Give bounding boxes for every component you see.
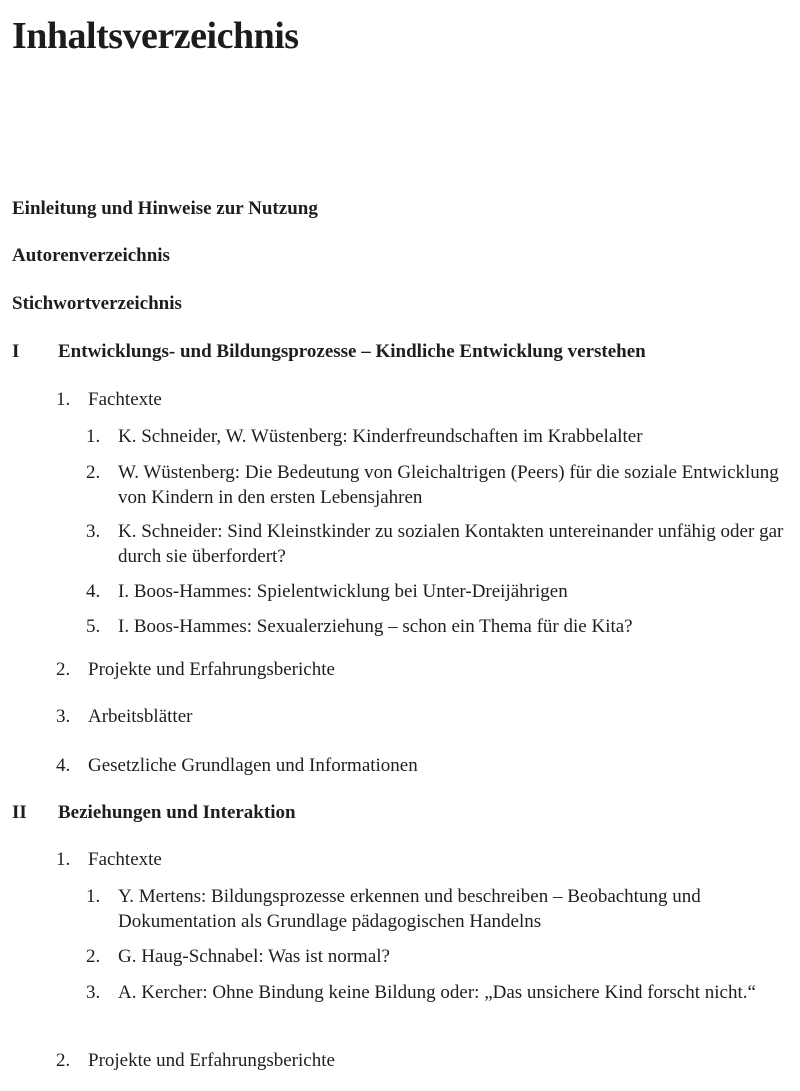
section-heading — [56, 706, 192, 728]
entry-text: W. Wüstenberg: Die Bedeutung von Gleichaltrigen (Peers) für die soziale Entwicklung von Kindern in den ersten Lebensjahren — [118, 462, 779, 508]
entry-number: 1. — [86, 886, 101, 907]
entry-text: Y. Mertens: Bildungsprozesse erkennen und beschreiben – Beobachtung und Dokumentation als Grundlage pädagogischen Handelns — [118, 886, 701, 932]
entry-number: 5. — [86, 616, 101, 637]
entry-text: I. Boos-Hammes: Spielentwicklung bei Unter-Dreijährigen — [118, 581, 568, 602]
section-number: 4. — [56, 755, 71, 776]
section-title: Fachtexte — [88, 389, 162, 410]
section-heading — [56, 659, 335, 681]
entry-number: 1. — [86, 426, 101, 447]
entry-text: I. Boos-Hammes: Sexualerziehung – schon ein Thema für die Kita? — [118, 616, 633, 637]
page-title: Inhaltsverzeichnis — [12, 15, 299, 57]
section-heading — [56, 389, 162, 411]
part-title: Entwicklungs- und Bildungsprozesse – Kindliche Entwicklung verstehen — [58, 341, 646, 362]
toc-entry — [86, 424, 786, 449]
front-matter-introduction: Einleitung und Hinweise zur Nutzung — [12, 198, 318, 219]
entry-text: K. Schneider: Sind Kleinstkinder zu sozialen Kontakten untereinander unfähig oder gar durch sie überfordert? — [118, 521, 784, 567]
entry-number: 3. — [86, 982, 101, 1003]
toc-entry — [86, 519, 786, 569]
entry-text: K. Schneider, W. Wüstenberg: Kinderfreundschaften im Krabbelalter — [118, 426, 643, 447]
section-number: 3. — [56, 706, 71, 727]
toc-entry — [86, 579, 786, 604]
entry-number: 4. — [86, 581, 101, 602]
front-matter-authors: Autorenverzeichnis — [12, 245, 170, 266]
toc-entry — [86, 884, 786, 934]
section-title: Gesetzliche Grundlagen und Informationen — [88, 755, 418, 776]
entry-number: 2. — [86, 462, 101, 483]
section-number: 2. — [56, 1050, 71, 1071]
section-title: Arbeitsblätter — [88, 706, 193, 727]
part-numeral: I — [12, 341, 20, 362]
section-number: 1. — [56, 849, 71, 870]
toc-entry — [86, 460, 786, 510]
section-number: 2. — [56, 659, 71, 680]
section-heading — [56, 1050, 335, 1072]
part-title: Beziehungen und Interaktion — [58, 802, 296, 823]
section-title: Projekte und Erfahrungsberichte — [88, 659, 335, 680]
entry-number: 2. — [86, 946, 101, 967]
section-title: Projekte und Erfahrungsberichte — [88, 1050, 335, 1071]
entry-text: A. Kercher: Ohne Bindung keine Bildung oder: „Das unsichere Kind forscht nicht.“ — [118, 982, 756, 1003]
section-heading — [56, 849, 162, 871]
part-numeral: II — [12, 802, 27, 823]
section-title: Fachtexte — [88, 849, 162, 870]
toc-entry — [86, 980, 786, 1005]
toc-entry — [86, 614, 786, 639]
entry-number: 3. — [86, 521, 101, 542]
toc-entry — [86, 944, 786, 969]
section-heading — [56, 755, 418, 777]
entry-text: G. Haug-Schnabel: Was ist normal? — [118, 946, 390, 967]
front-matter-index: Stichwortverzeichnis — [12, 293, 182, 314]
section-number: 1. — [56, 389, 71, 410]
